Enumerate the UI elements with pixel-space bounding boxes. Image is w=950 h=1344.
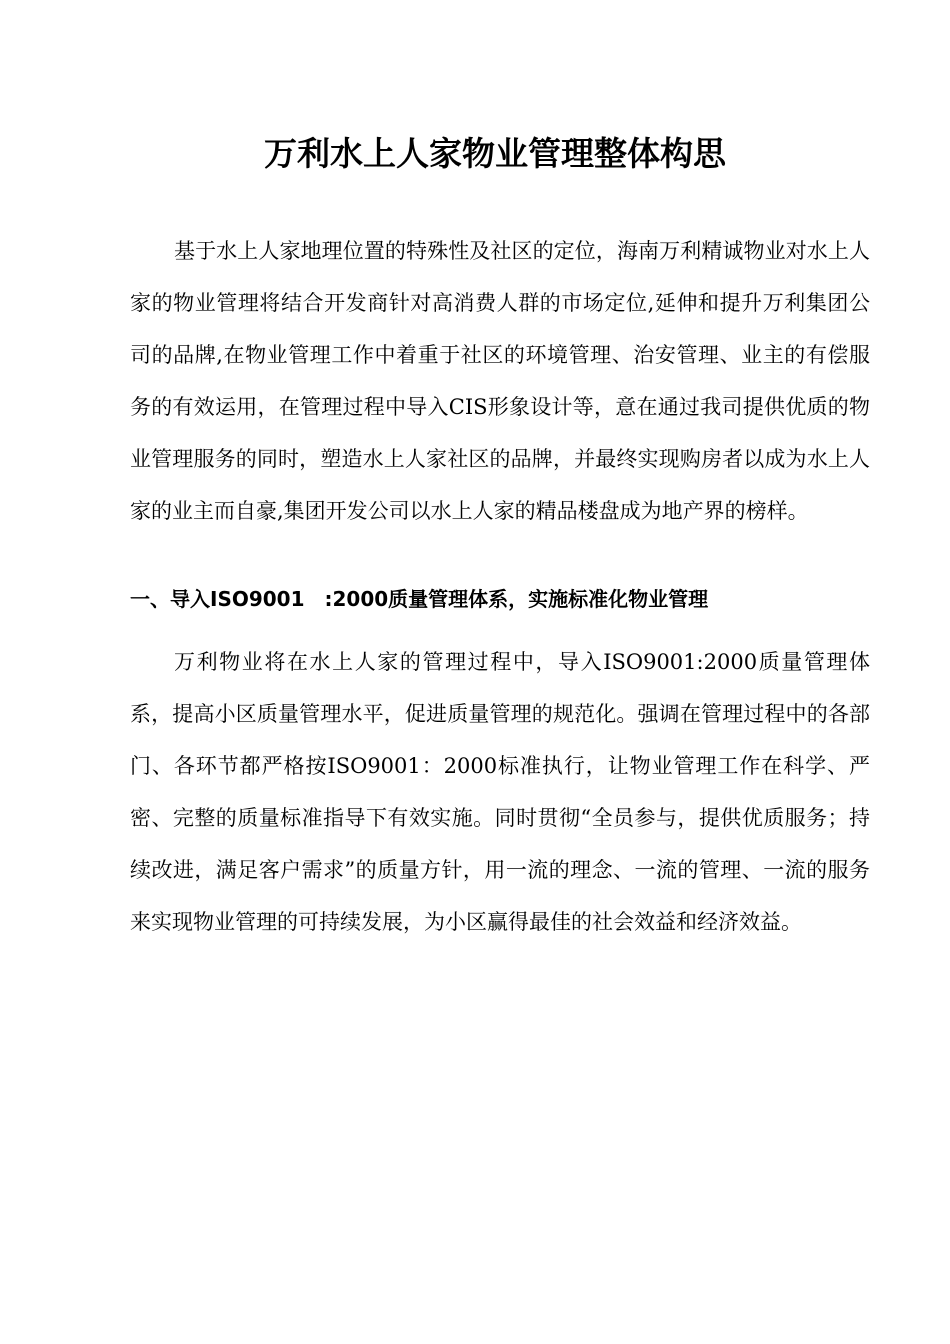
document-title: 万利水上人家物业管理整体构思 xyxy=(264,134,726,173)
section-1-heading: 一、导入ISO9001 :2000质量管理体系，实施标准化物业管理 xyxy=(130,587,709,611)
section-1-paragraph: 万利物业将在水上人家的管理过程中，导入ISO9001:2000质量管理体系，提高小区质量管理水平，促进质量管理的规范化。强调在管理过程中的各部门、各环节都严格按ISO9001：2000标准执行，让物业管理工作在科学、严密、完整的质量标准指导下有效实施。同时贯彻“全员参与，提供优质服务；持续改进，满足客户需求”的质量方针，用一流的理念、一流的管理、一流的服务来实现物业管理的可持续发展，为小区赢得最佳的社会效益和经济效益。 xyxy=(130,650,870,934)
intro-paragraph: 基于水上人家地理位置的特殊性及社区的定位，海南万利精诚物业对水上人家的物业管理将结合开发商针对高消费人群的市场定位,延伸和提升万利集团公司的品牌,在物业管理工作中着重于社区的环境管理、治安管理、业主的有偿服务的有效运用，在管理过程中导入CIS形象设计等，意在通过我司提供优质的物业管理服务的同时，塑造水上人家社区的品牌，并最终实现购房者以成为水上人家的业主而自豪,集团开发公司以水上人家的精品楼盘成为地产界的榜样。 xyxy=(130,239,870,523)
